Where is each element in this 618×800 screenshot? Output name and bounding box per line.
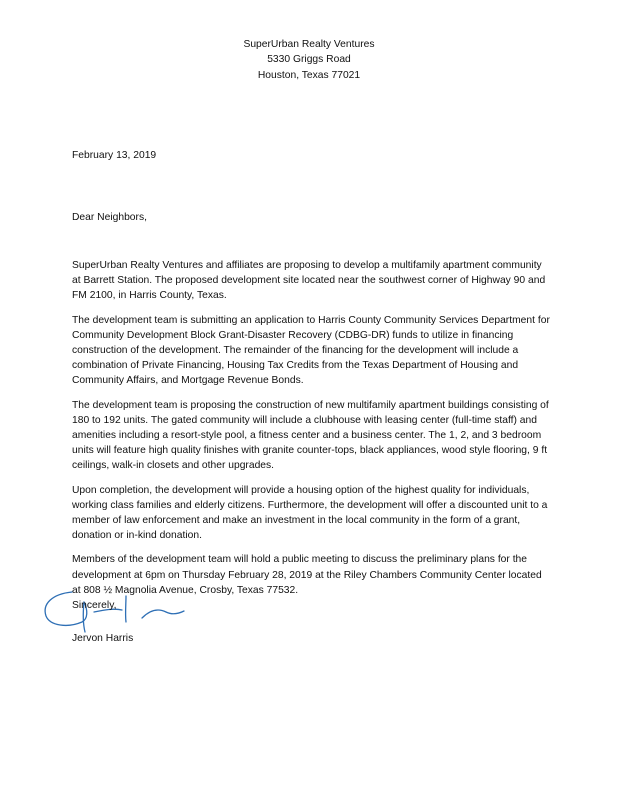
paragraph-meeting: Members of the development team will hold a public meeting to discuss the preliminary plans for the development at 6pm on Thursday February 28, 2019 at the Riley Chambers Community Center located at 808 ½ Magnolia Avenue, Crosby, Texas 77532. xyxy=(72,554,542,596)
letterhead xyxy=(0,37,618,83)
company-street: 5330 Griggs Road xyxy=(267,54,351,66)
letter-date: February 13, 2019 xyxy=(72,150,157,161)
company-city: Houston, Texas 77021 xyxy=(257,69,361,81)
letter-body xyxy=(72,258,552,607)
paragraph-completion: Upon completion, the development will provide a housing option of the highest quality for individuals, working class families and elderly citizens. Furthermore, the development will offer a discounted unit to a member of law enforcement and make an investment in the local community in the form of a grant, donation or in-kind donation. xyxy=(72,484,548,542)
paragraph-intro: SuperUrban Realty Ventures and affiliates are proposing to develop a multifamily apartment community at Barrett Station. The proposed development site located near the southwest corner of Highway 90 and FM 2100, in Harris County, Texas. xyxy=(72,260,546,302)
company-name: SuperUrban Realty Ventures xyxy=(243,39,375,50)
closing: Sincerely, xyxy=(72,600,117,611)
salutation: Dear Neighbors, xyxy=(72,212,147,223)
handwritten-signature xyxy=(38,588,198,636)
signer-name: Jervon Harris xyxy=(72,633,134,644)
paragraph-construction: The development team is proposing the construction of new multifamily apartment buildings consisting of 180 to 192 units. The gated community will include a clubhouse with leasing center (full-time staff) and amenities including a resort-style pool, a fitness center and a business center. The 1, 2, and 3 bedroom units will feature high quality finishes with granite counter-tops, black appliances, wood style flooring, 9 ft ceilings, walk-in closets and other upgrades. xyxy=(72,399,549,472)
paragraph-financing: The development team is submitting an application to Harris County Community Services Department for Community Development Block Grant-Disaster Recovery (CDBG-DR) funds to utilize in financing construction of the development. The remainder of the financing for the development will include a combination of Private Financing, Housing Tax Credits from the Texas Department of Housing and Community Affairs, and Mortgage Revenue Bonds. xyxy=(72,314,550,387)
